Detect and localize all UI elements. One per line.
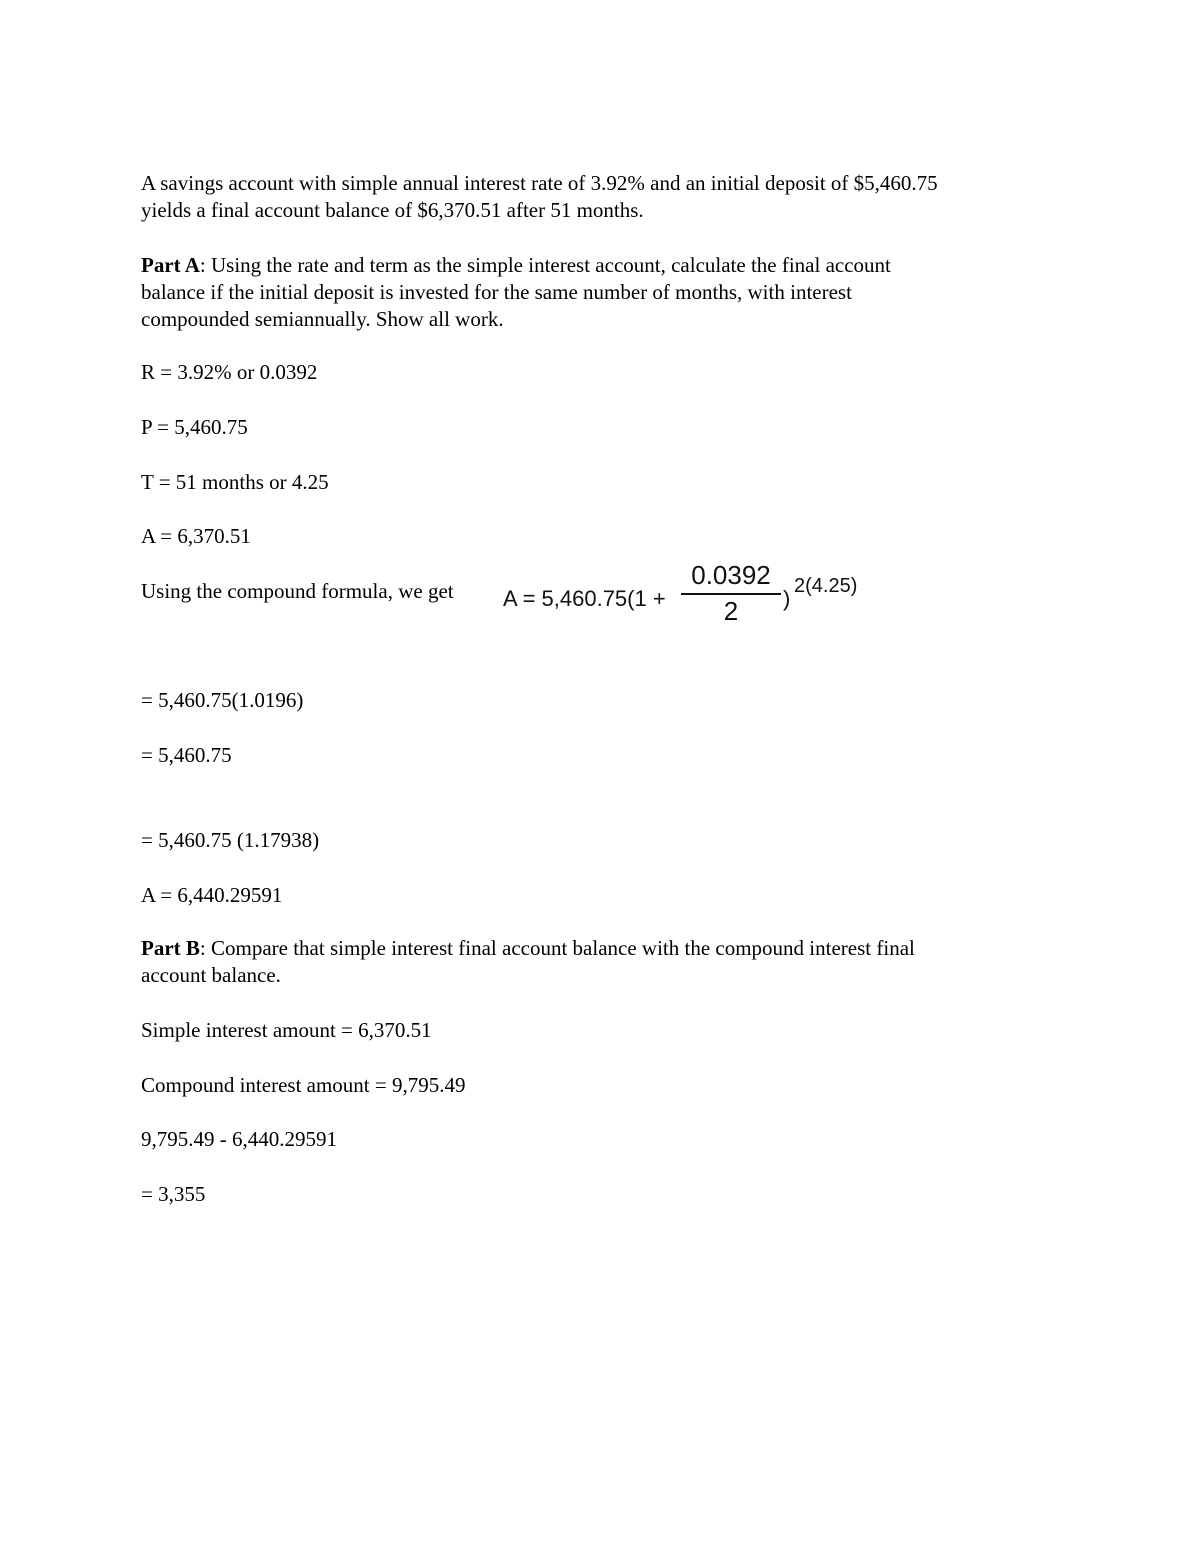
part-a-paragraph <box>141 252 1041 333</box>
part-a-line-2: balance if the initial deposit is invested for the same number of months, with interest <box>141 280 852 304</box>
formula-denominator: 2 <box>723 596 739 626</box>
step-1: = 5,460.75(1.0196) <box>141 688 304 712</box>
intro-paragraph <box>141 170 1041 224</box>
formula-fraction <box>681 560 781 624</box>
step-2: = 5,460.75 <box>141 743 232 767</box>
given-time: T = 51 months or 4.25 <box>141 470 329 494</box>
intro-line-1: A savings account with simple annual interest rate of 3.92% and an initial deposit of $5,460.75 <box>141 171 938 195</box>
part-b-text-1: : Compare that simple interest final account balance with the compound interest final <box>199 936 915 960</box>
part-a-line-1 <box>141 252 1041 279</box>
step-4: A = 6,440.29591 <box>141 883 283 907</box>
part-a-label: Part A <box>141 253 200 277</box>
formula-lhs: A = 5,460.75(1 + <box>503 586 666 611</box>
compound-intro: Using the compound formula, we get <box>141 579 454 603</box>
part-b-label: Part B <box>141 936 200 960</box>
part-b-line-2: account balance. <box>141 963 281 987</box>
simple-interest-amount: Simple interest amount = 6,370.51 <box>141 1018 432 1042</box>
difference-expression: 9,795.49 - 6,440.29591 <box>141 1127 337 1151</box>
compound-interest-amount: Compound interest amount = 9,795.49 <box>141 1073 466 1097</box>
compound-formula-image <box>503 560 883 630</box>
formula-exponent: 2(4.25) <box>794 575 858 597</box>
part-a-text-1: : Using the rate and term as the simple interest account, calculate the final account <box>199 253 891 277</box>
difference-result: = 3,355 <box>141 1182 206 1206</box>
part-b-paragraph <box>141 935 1041 989</box>
intro-line-2: yields a final account balance of $6,370.51 after 51 months. <box>141 198 644 222</box>
given-rate: R = 3.92% or 0.0392 <box>141 360 318 384</box>
step-3: = 5,460.75 (1.17938) <box>141 828 320 852</box>
formula-numerator: 0.0392 <box>691 560 771 590</box>
part-a-line-3: compounded semiannually. Show all work. <box>141 307 504 331</box>
formula-close-paren: ) <box>783 586 791 611</box>
part-b-line-1 <box>141 935 1041 962</box>
fraction-bar <box>681 593 781 595</box>
given-amount: A = 6,370.51 <box>141 524 251 548</box>
given-principal: P = 5,460.75 <box>141 415 248 439</box>
